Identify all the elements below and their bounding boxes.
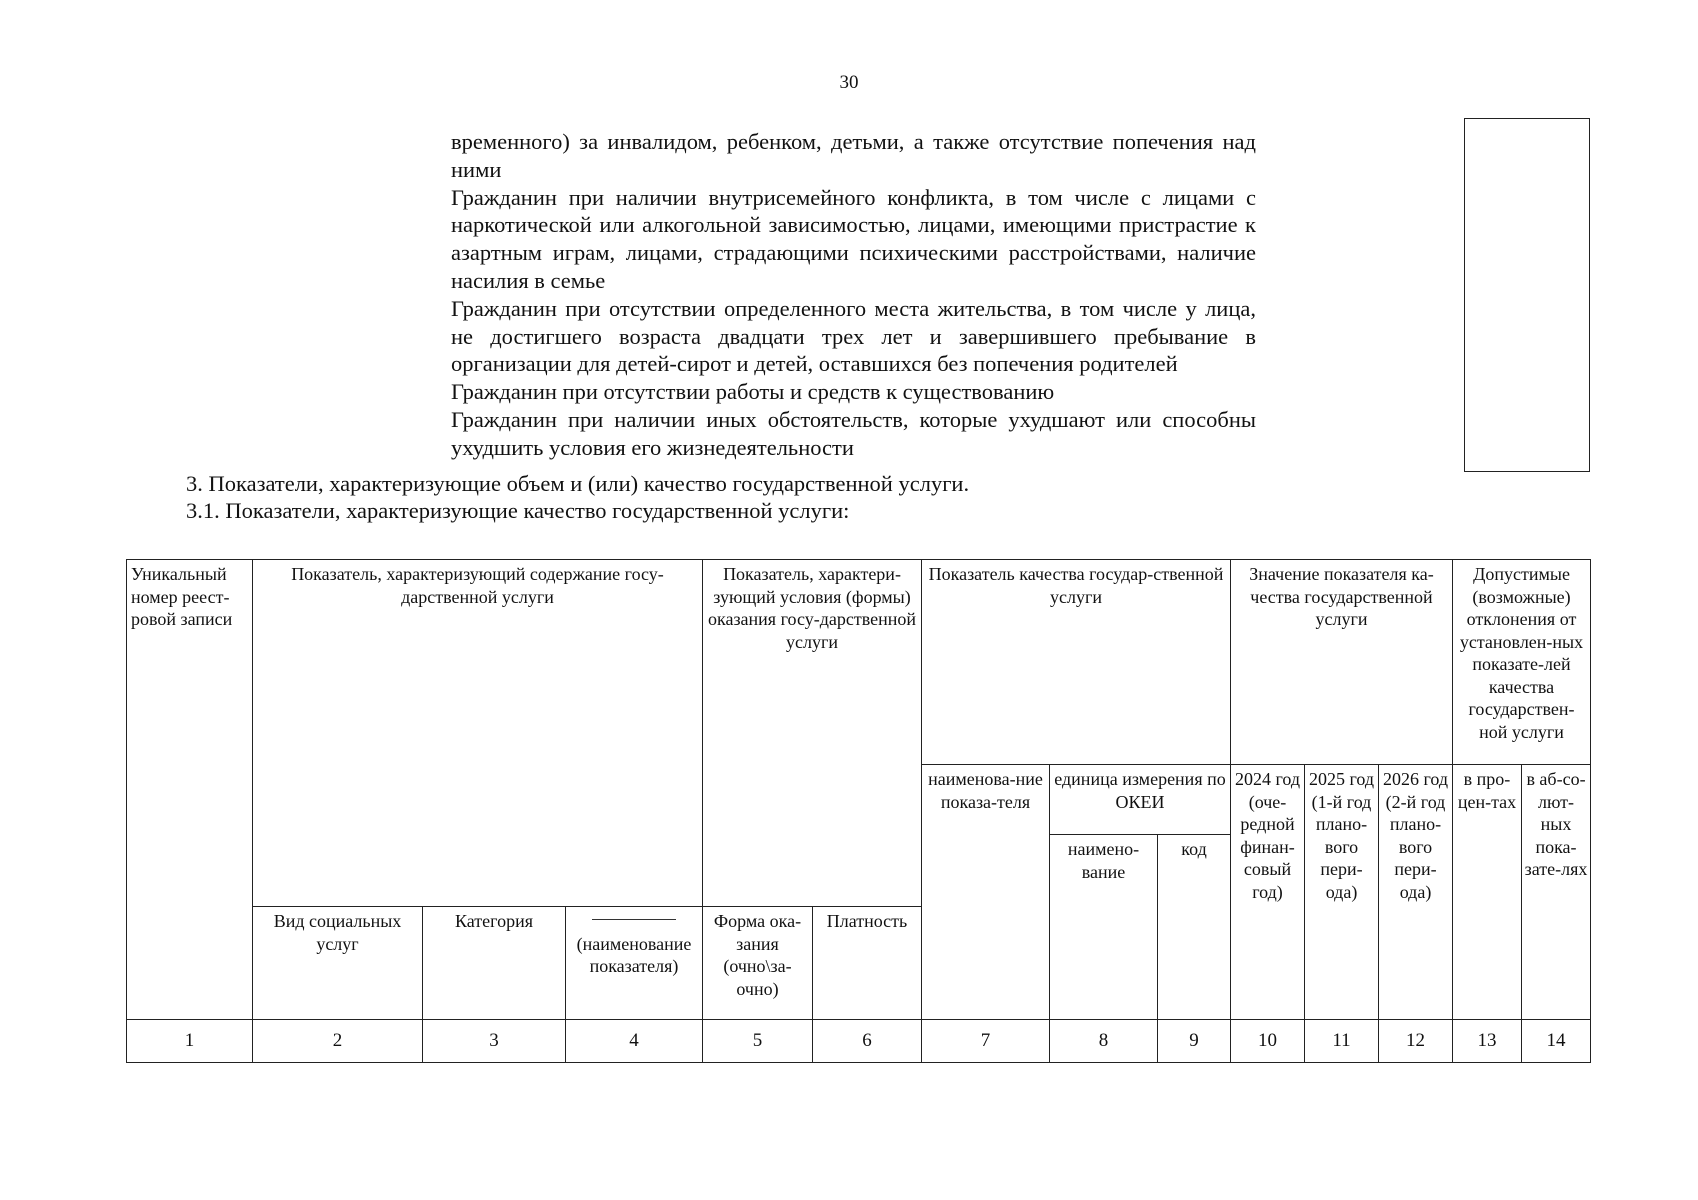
paragraph: Гражданин при наличии иных обстоятельств, которые ухудшают или способны ухудшить условия его жизнедеятельности <box>451 406 1256 460</box>
header-content-indicator: Показатель, характеризующий содержание госу-дарственной услуги <box>253 560 703 907</box>
header-indicator-name-blank <box>566 907 703 1020</box>
column-number: 8 <box>1050 1020 1158 1063</box>
column-number: 6 <box>813 1020 922 1063</box>
paragraph: временного) за инвалидом, ребенком, детьми, а также отсутствие попечения над ними <box>451 129 1256 182</box>
header-payment: Платность <box>813 907 922 1020</box>
paragraph: Гражданин при отсутствии работы и средств к существованию <box>451 379 1055 405</box>
column-number: 2 <box>253 1020 423 1063</box>
header-okei-unit: единица измерения по ОКЕИ <box>1050 765 1231 835</box>
blank-caption: (наименование показателя) <box>576 933 692 976</box>
header-category: Категория <box>423 907 566 1020</box>
header-year-2024: 2024 год (оче-редной финан-совый год) <box>1231 765 1305 1020</box>
header-unique-number: Уникальный номер реест-ровой записи <box>127 560 253 1020</box>
column-number: 13 <box>1453 1020 1522 1063</box>
column-number: 11 <box>1305 1020 1379 1063</box>
header-deviations: Допустимые (возможные) отклонения от установлен-ных показате-лей качества государствен-ной услуги <box>1453 560 1591 765</box>
header-quality-indicator: Показатель качества государ-ственной услуги <box>922 560 1231 765</box>
paragraph: Гражданин при наличии внутрисемейного конфликта, в том числе с лицами с наркотической или алкогольной зависимостью, лицами, имеющими пристрастие к азартным играм, лицами, страдающими психическими расстройствами, наличие насилия в семье <box>451 184 1256 293</box>
blank-underline <box>592 919 676 921</box>
header-conditions-indicator: Показатель, характери-зующий условия (формы) оказания госу-дарственной услуги <box>703 560 922 907</box>
criteria-text-block <box>451 128 1256 462</box>
header-in-absolute: в аб-со-лют-ных пока-зате-лях <box>1522 765 1591 1020</box>
column-number: 5 <box>703 1020 813 1063</box>
header-unit-name: наимено-вание <box>1050 835 1158 1020</box>
column-number: 9 <box>1158 1020 1231 1063</box>
header-quality-value: Значение показателя ка-чества государственной услуги <box>1231 560 1453 765</box>
subsection-heading: 3.1. Показатели, характеризующие качество государственной услуги: <box>186 498 850 523</box>
column-number: 12 <box>1379 1020 1453 1063</box>
header-year-2026: 2026 год (2-й год плано-вого пери-ода) <box>1379 765 1453 1020</box>
header-service-type: Вид социальных услуг <box>253 907 423 1020</box>
column-number: 1 <box>127 1020 253 1063</box>
section-heading: 3. Показатели, характеризующие объем и (или) качество государственной услуги. <box>186 471 970 496</box>
header-year-2025: 2025 год (1-й год плано-вого пери-ода) <box>1305 765 1379 1020</box>
column-number: 3 <box>423 1020 566 1063</box>
quality-indicators-table <box>126 559 1591 1063</box>
header-form-of-delivery: Форма ока-зания (очно\за-очно) <box>703 907 813 1020</box>
column-number: 14 <box>1522 1020 1591 1063</box>
paragraph: Гражданин при отсутствии определенного места жительства, в том числе у лица, не достигшего возраста двадцати трех лет и завершившего пребывание в организации для детей-сирот и детей, оставшихся без попечения родителей <box>451 295 1256 377</box>
header-unit-code: код <box>1158 835 1231 1020</box>
side-frame-box <box>1464 118 1590 472</box>
header-indicator-name: наименова-ние показа-теля <box>922 765 1050 1020</box>
column-number: 10 <box>1231 1020 1305 1063</box>
column-number: 4 <box>566 1020 703 1063</box>
column-number: 7 <box>922 1020 1050 1063</box>
header-in-percent: в про-цен-тах <box>1453 765 1522 1020</box>
page-number: 30 <box>839 72 859 93</box>
